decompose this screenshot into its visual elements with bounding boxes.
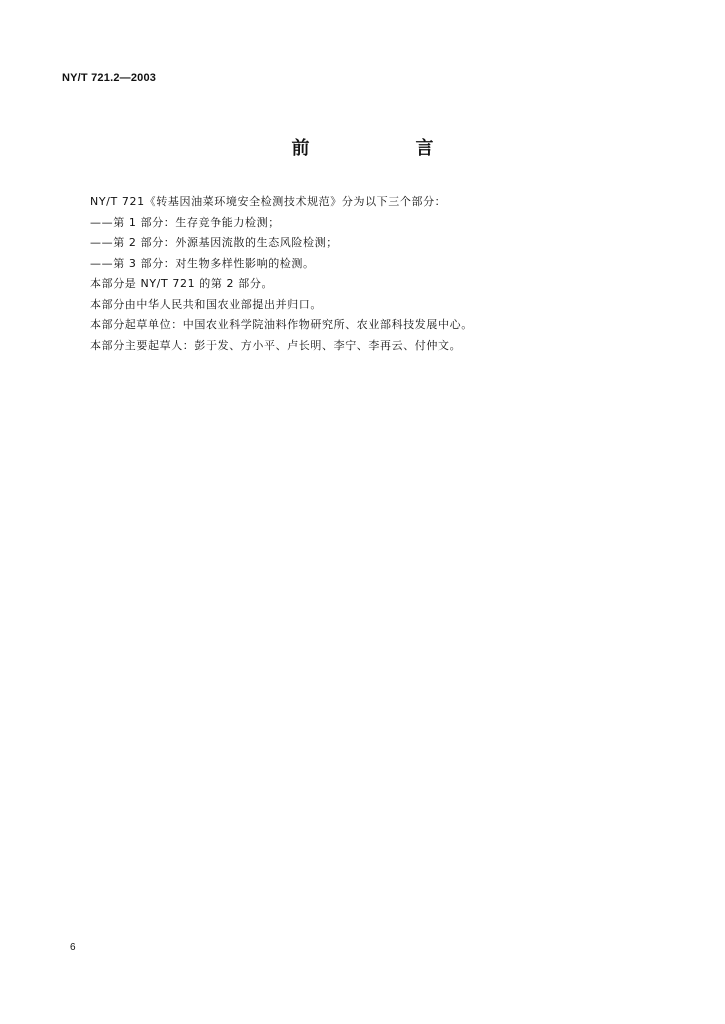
part-3-item: ——第 3 部分：对生物多样性影响的检测。 xyxy=(90,256,315,270)
proposer-statement: 本部分由中华人民共和国农业部提出并归口。 xyxy=(90,297,322,311)
standard-code-header: NY/T 721.2—2003 xyxy=(62,72,157,84)
page-number: 6 xyxy=(70,942,76,953)
part-2-item: ——第 2 部分：外源基因流散的生态风险检测； xyxy=(90,236,338,249)
part-1-item: ——第 1 部分：生存竞争能力检测； xyxy=(90,215,280,229)
this-part-statement: 本部分是 NY/T 721 的第 2 部分。 xyxy=(90,277,274,290)
page-title: 前 言 xyxy=(291,138,478,159)
drafters-statement: 本部分主要起草人：彭于发、方小平、卢长明、李宁、李再云、付仲文。 xyxy=(90,338,462,352)
drafting-units-statement: 本部分起草单位：中国农业科学院油料作物研究所、农业部科技发展中心。 xyxy=(90,318,473,331)
intro-paragraph: NY/T 721《转基因油菜环境安全检测技术规范》分为以下三个部分： xyxy=(90,195,447,208)
preface-body xyxy=(90,192,650,356)
